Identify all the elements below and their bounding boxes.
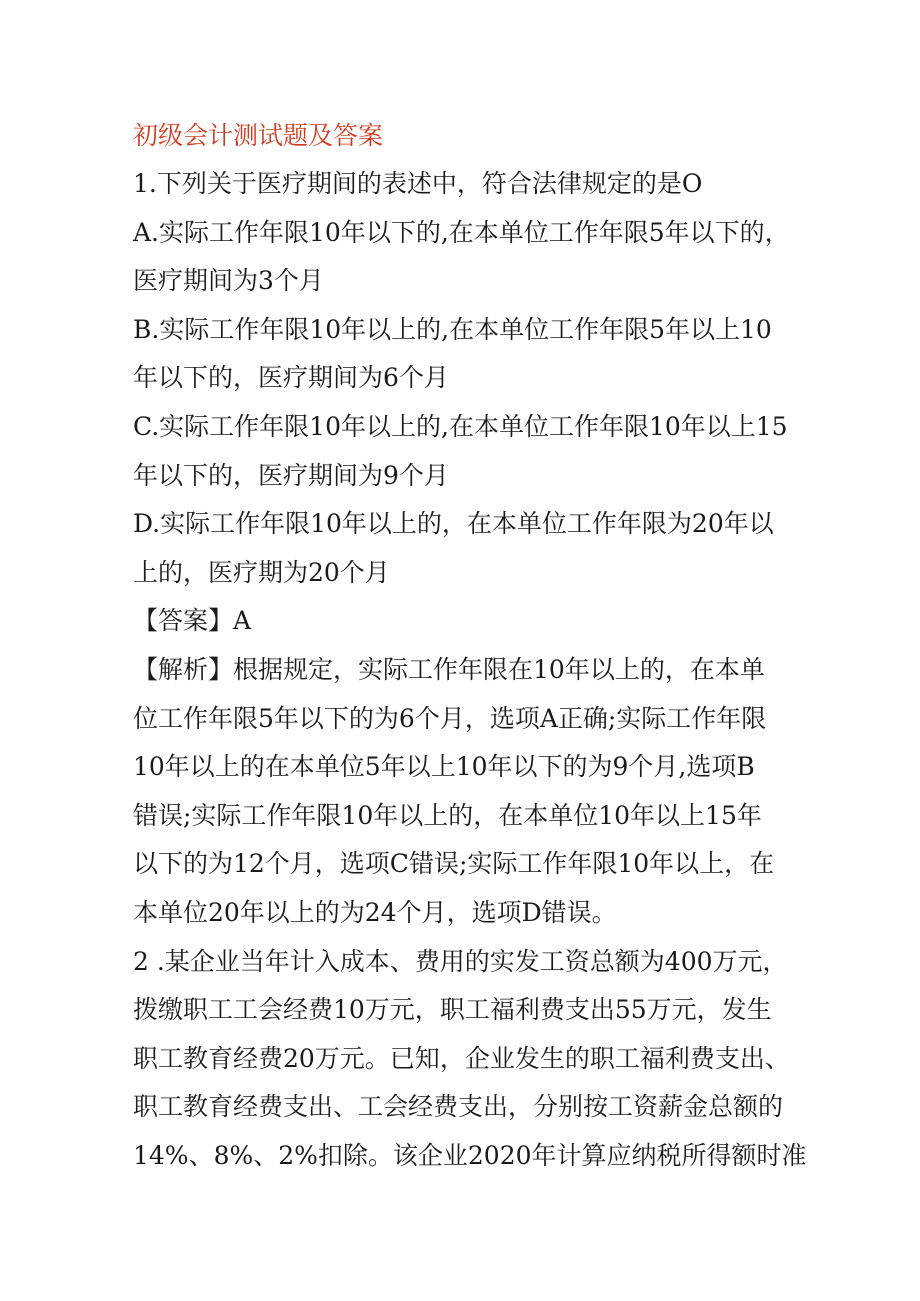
option-c-line-1: C.实际工作年限10年以上的,在本单位工作年限10年以上15: [133, 411, 788, 441]
analysis-line-1: 【解析】根据规定，实际工作年限在10年以上的，在本单: [133, 654, 765, 684]
option-c-line-2: 年以下的，医疗期间为9个月: [133, 460, 449, 490]
question-2-line-4: 职工教育经费支出、工会经费支出，分别按工资薪金总额的: [133, 1092, 784, 1122]
question-2-line-1: 2 .某企业当年计入成本、费用的实发工资总额为400万元，: [133, 946, 788, 976]
analysis-line-4: 错误;实际工作年限10年以上的，在本单位10年以上15年: [133, 800, 762, 830]
document-title: 初级会计测试题及答案: [133, 121, 384, 150]
option-b-line-2: 年以下的，医疗期间为6个月: [133, 363, 449, 393]
analysis-line-6: 本单位20年以上的为24个月，选项D错误。: [133, 897, 617, 927]
question-1-stem: 1.下列关于医疗期间的表述中，符合法律规定的是O: [133, 169, 703, 198]
question-2-line-3: 职工教育经费20万元。已知，企业发生的职工福利费支出、: [133, 1043, 790, 1073]
option-d-line-2: 上的，医疗期为20个月: [133, 557, 390, 587]
document-page: [133, 112, 813, 1180]
option-a-line-2: 医疗期间为3个月: [133, 266, 324, 296]
answer-line: 【答案】A: [133, 606, 252, 636]
option-d-line-1: D.实际工作年限10年以上的，在本单位工作年限为20年以: [133, 509, 774, 539]
option-b-line-1: B.实际工作年限10年以上的,在本单位工作年限5年以上10: [133, 314, 772, 344]
analysis-line-2: 位工作年限5年以下的为6个月，选项A正确;实际工作年限: [133, 703, 767, 733]
question-2-line-5: 14%、8%、2%扣除。该企业2020年计算应纳税所得额时准: [133, 1140, 807, 1170]
question-2-line-2: 拨缴职工工会经费10万元，职工福利费支出55万元，发生: [133, 995, 772, 1025]
analysis-line-3: 10年以上的在本单位5年以上10年以下的为9个月,选项B: [133, 752, 755, 782]
analysis-line-5: 以下的为12个月，选项C错误;实际工作年限10年以上，在: [133, 849, 775, 879]
option-a-line-1: A.实际工作年限10年以下的,在本单位工作年限5年以下的，: [133, 217, 790, 247]
